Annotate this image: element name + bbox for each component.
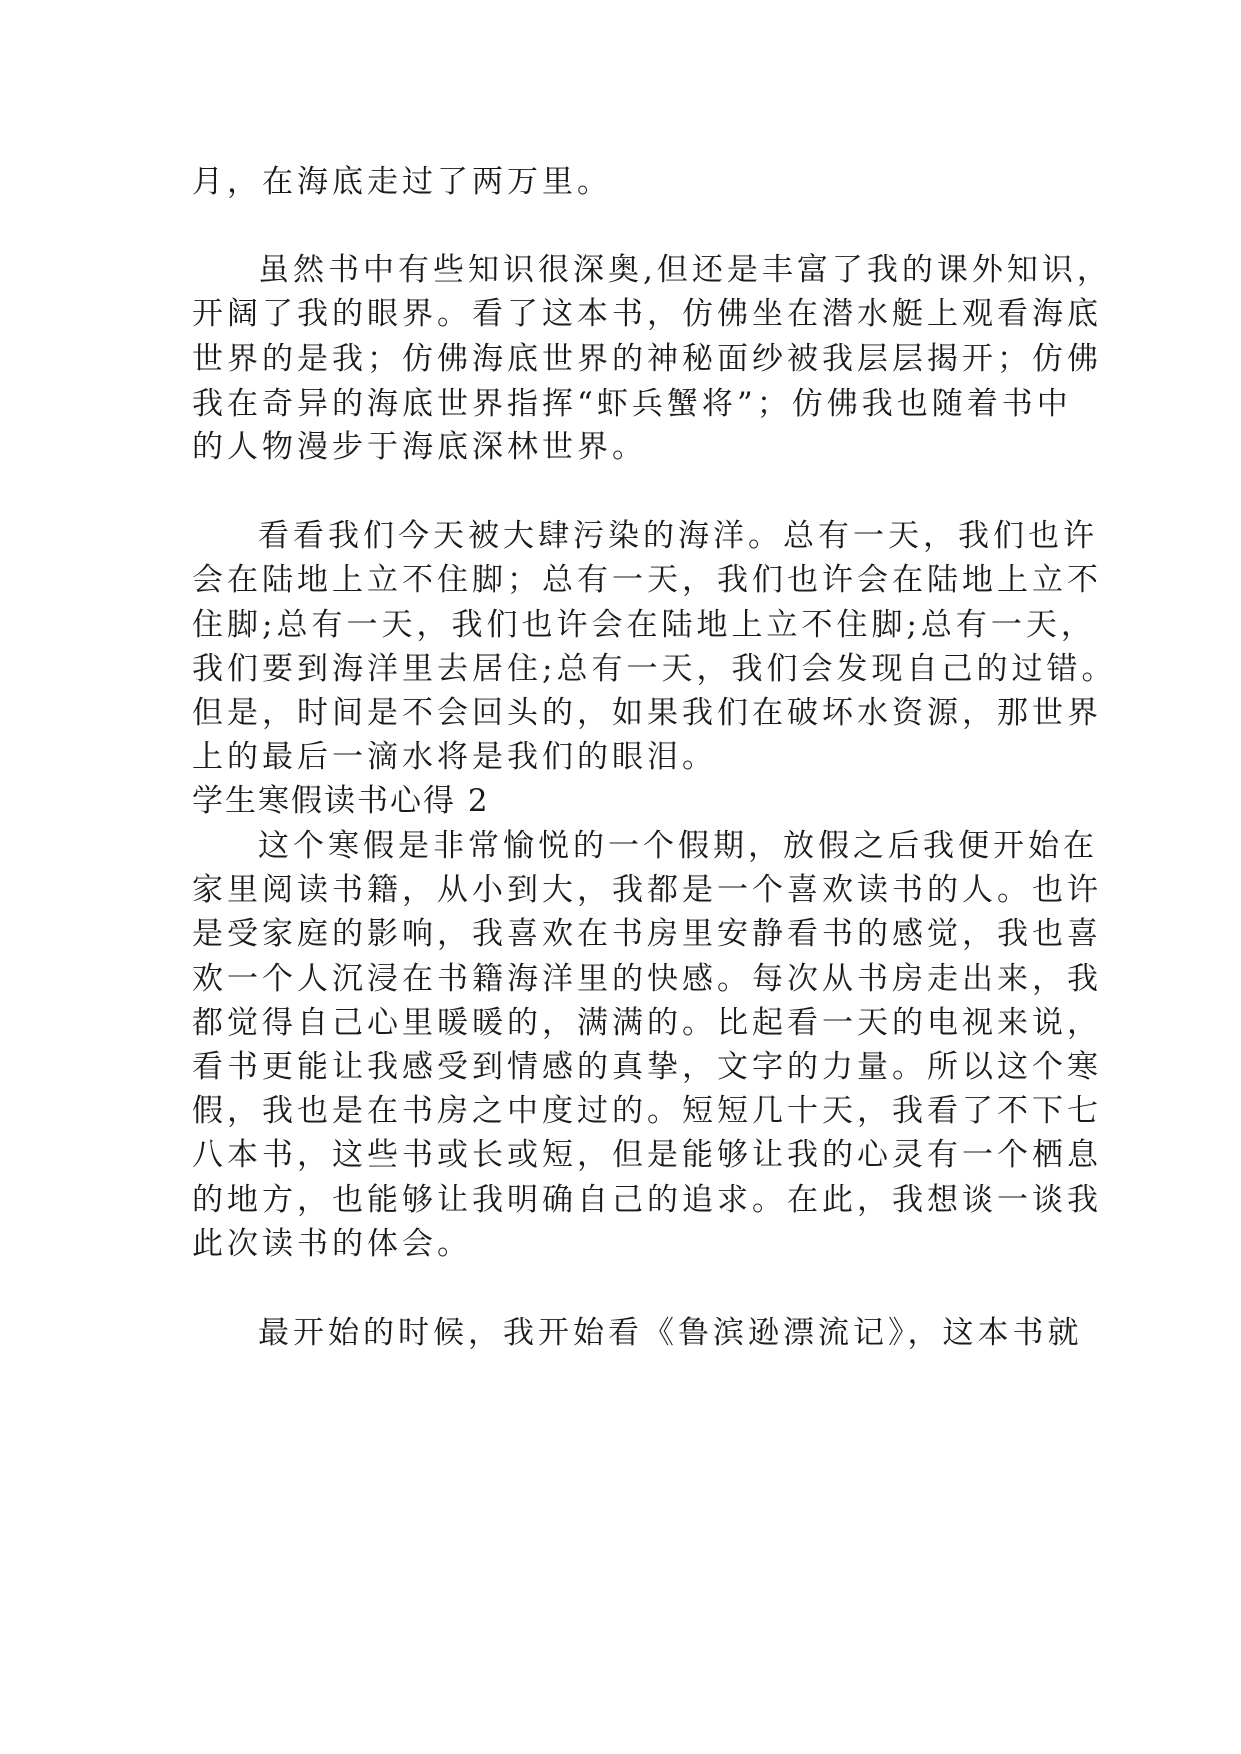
- text-line: 此次读书的体会。: [192, 1226, 472, 1262]
- text-line: 家里阅读书籍，从小到大，我都是一个喜欢读书的人。也许: [192, 872, 1102, 908]
- text-line: 欢一个人沉浸在书籍海洋里的快感。每次从书房走出来，我: [192, 961, 1102, 997]
- text-line: 都觉得自己心里暖暖的，满满的。比起看一天的电视来说，: [192, 1005, 1102, 1041]
- paragraph-first-line: 这个寒假是非常愉悦的一个假期，放假之后我便开始在: [258, 828, 1098, 864]
- text-line: 世界的是我；仿佛海底世界的神秘面纱被我层层揭开；仿佛: [192, 341, 1102, 377]
- text-line: 开阔了我的眼界。看了这本书，仿佛坐在潜水艇上观看海底: [192, 296, 1102, 332]
- text-line: 我在奇异的海底世界指挥“虾兵蟹将”；仿佛我也随着书中: [192, 386, 1072, 422]
- text-line: 但是，时间是不会回头的，如果我们在破坏水资源，那世界: [192, 695, 1102, 731]
- text-line: 我们要到海洋里去居住;总有一天，我们会发现自己的过错。: [192, 651, 1117, 687]
- text-line: 会在陆地上立不住脚；总有一天，我们也许会在陆地上立不: [192, 562, 1102, 598]
- text-line: 看书更能让我感受到情感的真挚，文字的力量。所以这个寒: [192, 1049, 1102, 1085]
- paragraph-first-line: 看看我们今天被大肆污染的海洋。总有一天，我们也许: [258, 518, 1098, 554]
- text-line: 假，我也是在书房之中度过的。短短几十天，我看了不下七: [192, 1093, 1102, 1129]
- text-line: 的地方，也能够让我明确自己的追求。在此，我想谈一谈我: [192, 1182, 1102, 1218]
- paragraph-first-line: 最开始的时候，我开始看《鲁滨逊漂流记》，这本书就: [258, 1315, 1083, 1351]
- text-line: 是受家庭的影响，我喜欢在书房里安静看书的感觉，我也喜: [192, 916, 1102, 952]
- text-line: 月，在海底走过了两万里。: [192, 164, 612, 200]
- text-line: 八本书，这些书或长或短，但是能够让我的心灵有一个栖息: [192, 1137, 1102, 1173]
- text-line: 上的最后一滴水将是我们的眼泪。: [192, 739, 717, 775]
- text-line: 住脚;总有一天，我们也许会在陆地上立不住脚;总有一天，: [192, 607, 1096, 643]
- paragraph-first-line: 虽然书中有些知识很深奥,但还是丰富了我的课外知识，: [258, 252, 1112, 288]
- text-line: 的人物漫步于海底深林世界。: [192, 429, 647, 465]
- section-heading: 学生寒假读书心得 2: [192, 783, 490, 819]
